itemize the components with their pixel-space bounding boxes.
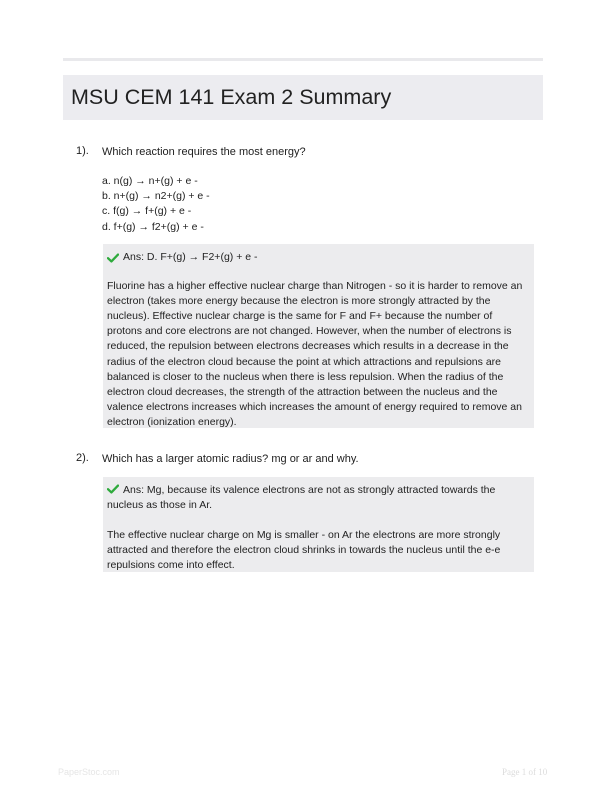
page-title: MSU CEM 141 Exam 2 Summary (71, 85, 392, 109)
answer-line-2 (107, 483, 530, 513)
question-1-options (102, 174, 210, 235)
question-1-text: Which reaction requires the most energy? (102, 146, 306, 158)
option-a: a. n(g) → n+(g) + e - (102, 175, 198, 187)
page-number: Page 1 of 10 (502, 767, 548, 777)
question-1-number: 1). (76, 145, 89, 157)
answer-text-2: Ans: Mg, because its valence electrons are not as strongly attracted towards the nucleus as those in Ar. (107, 484, 496, 512)
option-c: c. f(g) → f+(g) + e - (102, 205, 192, 218)
answer-box-1 (103, 244, 534, 428)
title-bar (63, 75, 543, 120)
top-divider (63, 58, 543, 61)
option-b: b. n+(g) → n2+(g) + e - (102, 190, 210, 203)
check-icon (107, 484, 119, 494)
check-icon (107, 253, 119, 263)
question-2-text: Which has a larger atomic radius? mg or ar and why. (102, 453, 359, 465)
option-d: d. f+(g) → f2+(g) + e - (102, 220, 204, 233)
question-2-number: 2). (76, 452, 89, 464)
answer-text-1: Ans: D. F+(g) → F2+(g) + e - (123, 251, 258, 263)
answer-box-2 (103, 477, 534, 572)
footer-watermark: PaperStoc.com (58, 767, 120, 777)
answer-line-1 (107, 250, 530, 265)
explanation-2: The effective nuclear charge on Mg is smaller - on Ar the electrons are more strongly attracted and therefore the electron cloud shrinks in towards the nucleus until the e-e repulsions come into effect. (107, 529, 501, 572)
explanation-1: Fluorine has a higher effective nuclear charge than Nitrogen - so it is harder to remove an electron (takes more energy because the electron is more strongly attracted by the nucleus). Effective nuclear charge is the same for F and F+ because the number of protons and core electrons are not changed. However, when the number of electrons is reduced, the repulsion between electrons decreases which results in a decrease in the radius of the electron cloud because the point at which attractions and repulsions are balanced is closer to the nucleus when there is less repulsion. When the radius of the electron cloud decreases, the strength of the attraction between the nucleus and the valence electrons increases which increases the amount of energy required to remove an electron (ionization energy). (107, 280, 523, 428)
